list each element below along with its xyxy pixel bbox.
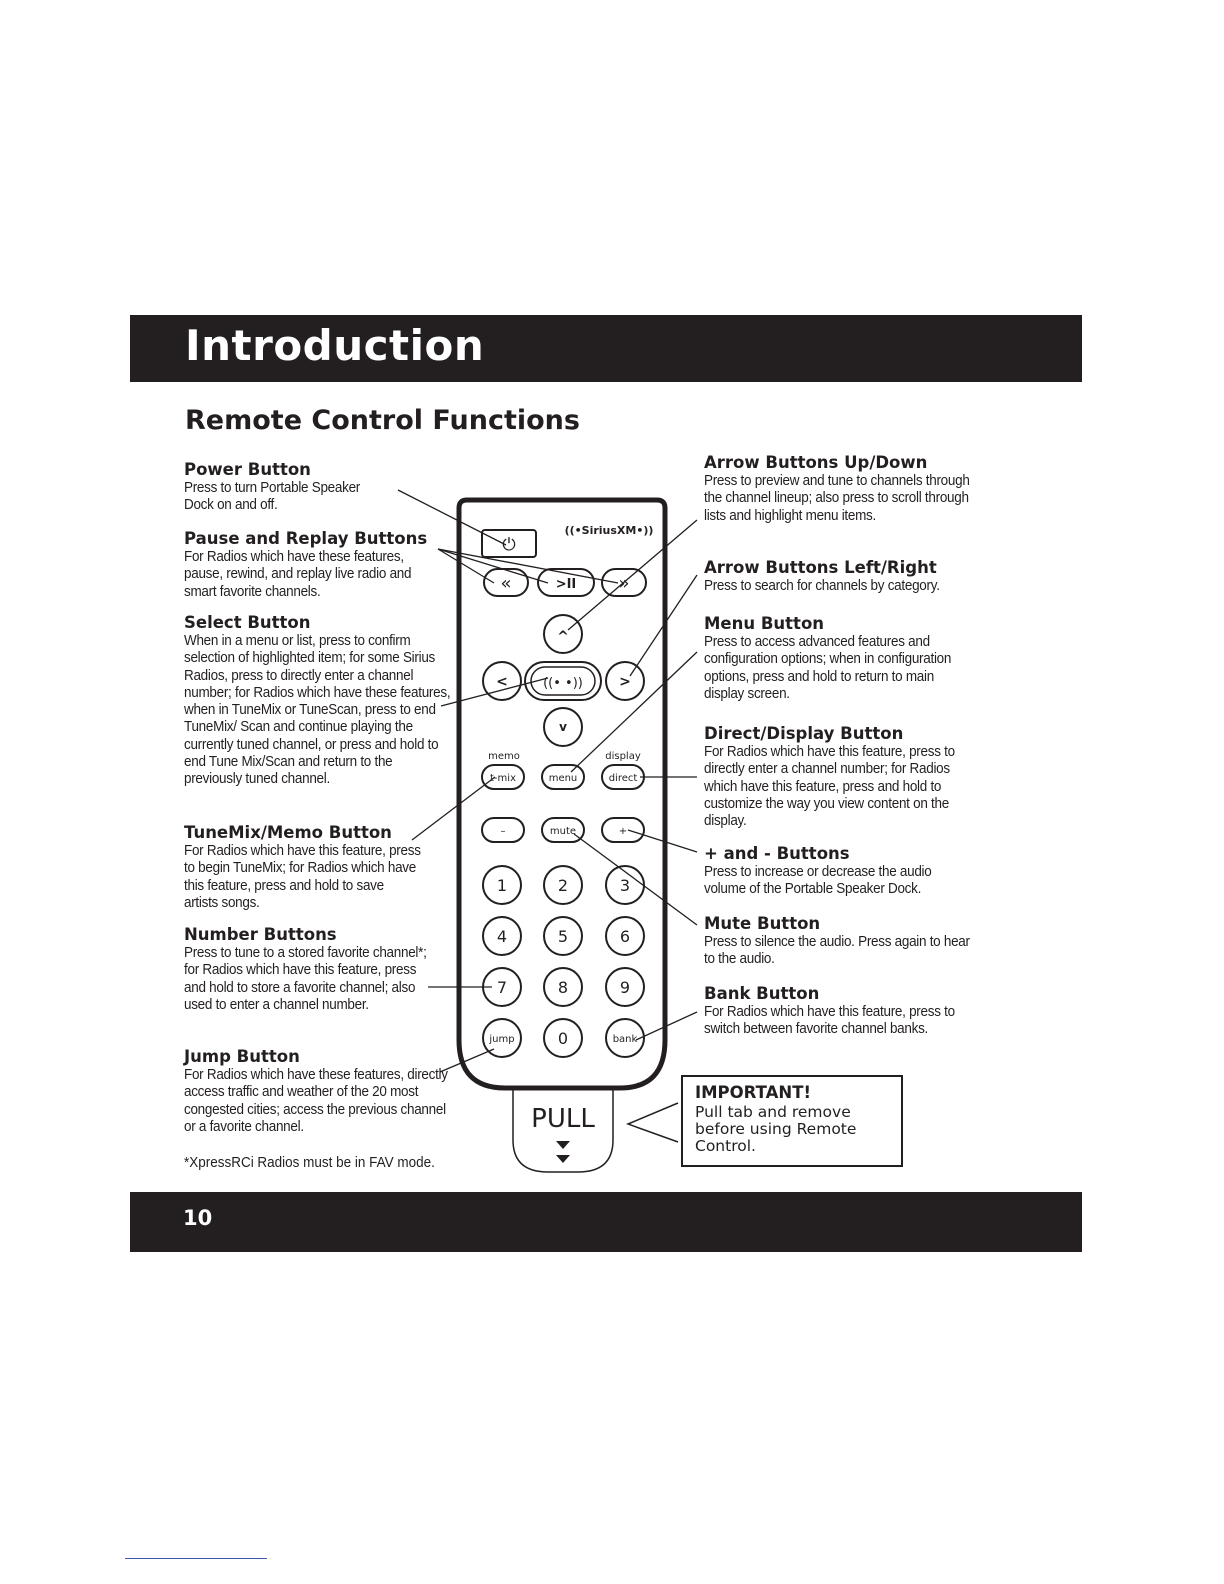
function-title: Number Buttons: [184, 925, 337, 944]
rewind-icon: «: [500, 573, 512, 594]
function-text: Press to search for channels by category.: [704, 578, 940, 594]
function-text: For Radios which have this feature, press to begin TuneMix; for Radios which have this feature, press and hold to save artists songs.: [184, 843, 421, 911]
function-text: Press to increase or decrease the audio volume of the Portable Speaker Dock.: [704, 864, 932, 898]
forward-icon: »: [618, 573, 630, 594]
footnote: *XpressRCi Radios must be in FAV mode.: [184, 1155, 435, 1171]
function-text: For Radios which have this feature, press to directly enter a channel number; for Radios which have this feature, press and hold to customize the way you view content on the display.: [704, 744, 955, 830]
function-title: Menu Button: [704, 614, 825, 633]
brand-logo: ((•SiriusXM•)): [564, 524, 654, 537]
pull-tab-label: PULL: [531, 1104, 595, 1134]
digit-label: 0: [557, 1029, 569, 1048]
function-text: Press to preview and tune to channels through the channel lineup; also press to scroll through lists and highlight menu items.: [704, 473, 970, 524]
function-title: TuneMix/Memo Button: [184, 823, 392, 842]
callout-pull-tab: [628, 1103, 678, 1142]
important-text: Pull tab and remove before using Remote Control.: [695, 1103, 857, 1155]
chevron-left-icon: <: [496, 674, 508, 690]
memo-label: memo: [488, 751, 520, 762]
power-icon: ⏻: [502, 535, 516, 555]
page-number: 10: [183, 1206, 213, 1230]
page-title: Introduction: [185, 321, 485, 370]
jump-label: jump: [489, 1034, 515, 1045]
bottom-divider: [125, 1558, 267, 1559]
chevron-up-icon: ^: [557, 629, 569, 645]
digit-label: 7: [496, 978, 508, 997]
function-title: Arrow Buttons Up/Down: [704, 453, 928, 472]
function-text: Press to tune to a stored favorite channel*; for Radios which have this feature, press and hold to store a favorite channel; also used to enter a channel number.: [184, 945, 427, 1013]
select-icon: ((• •)): [543, 676, 583, 691]
function-text: For Radios which have these features, pause, rewind, and replay live radio and smart favorite channels.: [184, 549, 412, 600]
footer-bar: [130, 1192, 1082, 1252]
tmix-label: t-mix: [490, 773, 516, 784]
function-text: When in a menu or list, press to confirm selection of highlighted item; for some Sirius Radios, press to directly enter a channel number; for Radios which have these features, when in TuneMix or TuneScan, press to end TuneMix/ Scan and continue playing the currently tuned channel, or press and hold to end Tune Mix/Scan and return to the previously tuned channel.: [184, 633, 451, 788]
digit-label: 3: [619, 876, 631, 895]
chevron-down-icon: v: [559, 720, 567, 734]
digit-label: 2: [557, 876, 569, 895]
function-text: Press to silence the audio. Press again to hear to the audio.: [704, 934, 970, 968]
function-title: Mute Button: [704, 914, 821, 933]
plus-icon: +: [618, 826, 628, 837]
digit-label: 8: [557, 978, 569, 997]
digit-label: 9: [619, 978, 631, 997]
function-text: Press to turn Portable Speaker Dock on and off.: [184, 480, 361, 514]
function-title: Direct/Display Button: [704, 724, 904, 743]
function-text: Press to access advanced features and configuration options; when in configuration options, press and hold to return to main display screen.: [704, 634, 952, 702]
important-notice: [681, 1075, 903, 1167]
function-title: Bank Button: [704, 984, 820, 1003]
mute-label: mute: [549, 826, 577, 837]
chevron-right-icon: >: [619, 674, 631, 690]
function-title: Jump Button: [184, 1047, 300, 1066]
function-text: For Radios which have this feature, press to switch between favorite channel banks.: [704, 1004, 955, 1038]
display-label: display: [605, 751, 641, 762]
digit-label: 5: [557, 927, 569, 946]
function-title: Select Button: [184, 613, 311, 632]
important-title: IMPORTANT!: [695, 1083, 811, 1102]
direct-label: direct: [608, 773, 638, 784]
play-pause-icon: >II: [555, 577, 577, 592]
function-text: For Radios which have these features, directly access traffic and weather of the 20 most congested cities; access the previous channel or a favorite channel.: [184, 1067, 448, 1135]
function-title: Pause and Replay Buttons: [184, 529, 428, 548]
bank-label: bank: [612, 1034, 638, 1045]
digit-label: 6: [619, 927, 631, 946]
function-title: Arrow Buttons Left/Right: [704, 558, 937, 577]
function-title: + and - Buttons: [704, 844, 850, 863]
minus-icon: –: [500, 826, 506, 837]
function-title: Power Button: [184, 460, 311, 479]
section-title: Remote Control Functions: [185, 405, 580, 436]
digit-label: 4: [496, 927, 508, 946]
digit-label: 1: [496, 876, 508, 895]
menu-label: menu: [548, 773, 578, 784]
